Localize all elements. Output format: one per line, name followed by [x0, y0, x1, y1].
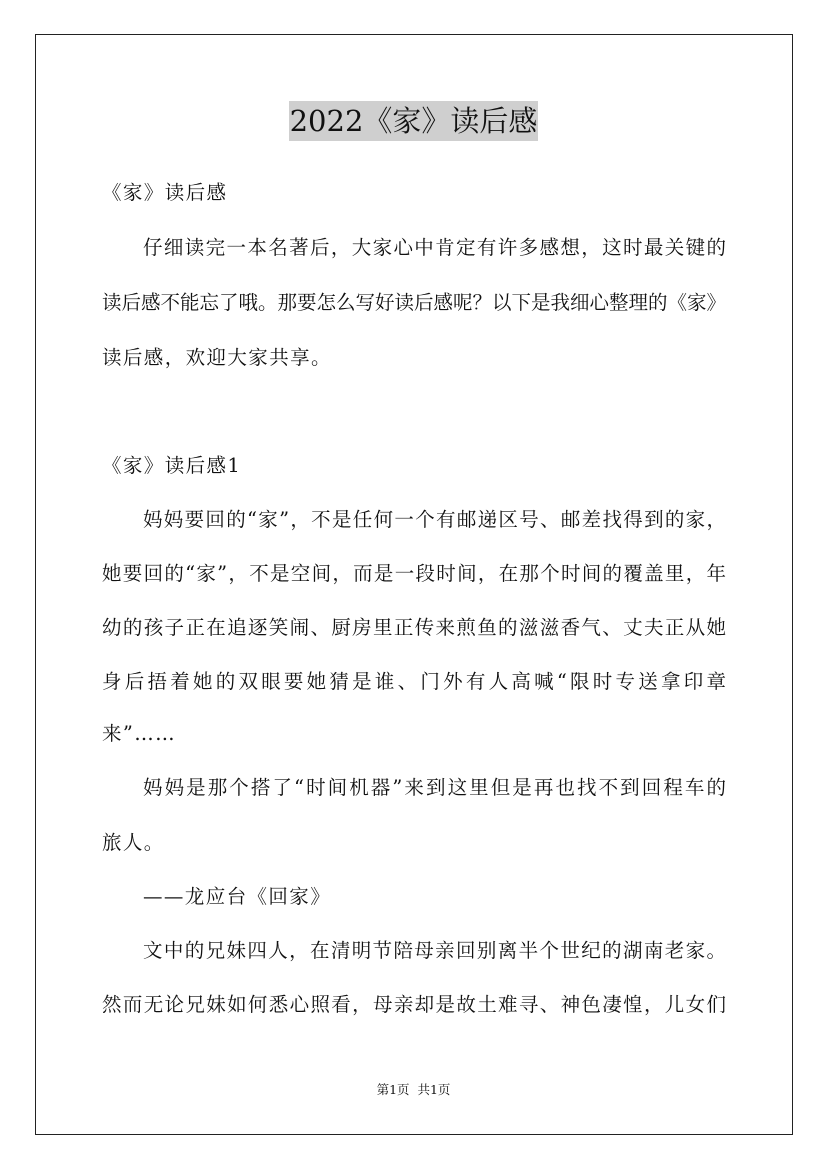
page-footer: 第1页 共1页: [376, 1082, 451, 1097]
paragraph-line: 妈妈要回的“家”，不是任何一个有邮递区号、邮差找得到的家，: [143, 508, 726, 531]
paragraph-line: 读后感，欢迎大家共享。: [102, 346, 332, 369]
paragraph-line: 幼的孩子正在追逐笑闹、厨房里正传来煎鱼的滋滋香气、丈夫正从她: [102, 616, 726, 639]
paragraph-line: 来”……: [102, 722, 177, 745]
paragraph-line: 妈妈是那个搭了“时间机器”来到这里但是再也找不到回程车的: [143, 776, 726, 799]
paragraph-line: 然而无论兄妹如何悉心照看，母亲却是故土难寻、神色凄惶，儿女们: [102, 993, 726, 1016]
paragraph-line: 仔细读完一本名著后，大家心中肯定有许多感想，这时最关键的: [143, 236, 726, 259]
paragraph-line: 旅人。: [102, 831, 165, 854]
paragraph-line: 文中的兄妹四人，在清明节陪母亲回别离半个世纪的湖南老家。: [143, 939, 726, 962]
title-container: [0, 101, 827, 141]
section-heading: 《家》读后感: [102, 181, 228, 204]
section-heading: 《家》读后感1: [102, 454, 242, 477]
paragraph-line: 身后捂着她的双眼要她猜是谁、门外有人高喊“限时专送拿印章: [102, 670, 726, 693]
document-title: 2022《家》读后感: [289, 101, 539, 141]
quote-attribution: ——龙应台《回家》: [143, 885, 332, 908]
paragraph-line: 她要回的“家”，不是空间，而是一段时间，在那个时间的覆盖里，年: [102, 562, 726, 585]
paragraph-line: 读后感不能忘了哦。那要怎么写好读后感呢？以下是我细心整理的《家》: [102, 291, 727, 314]
